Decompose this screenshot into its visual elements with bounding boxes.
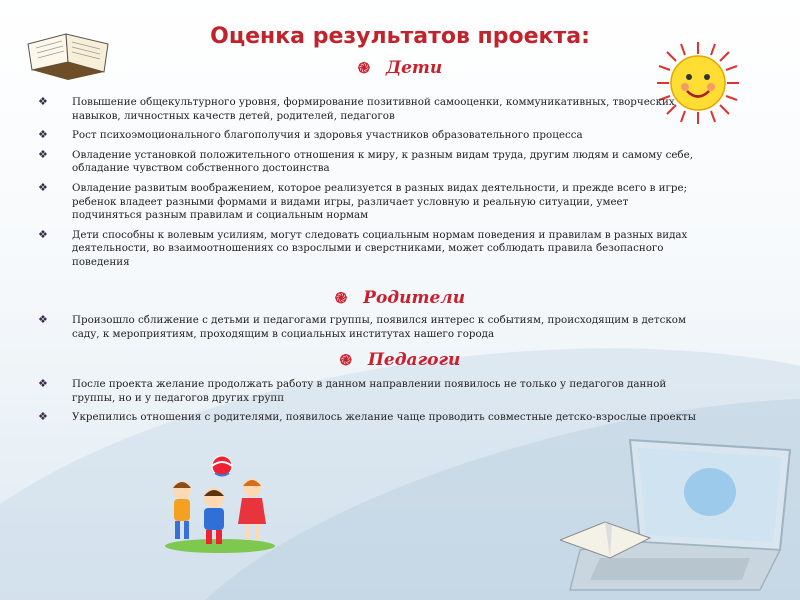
section-marker-icon: ֎ (357, 59, 370, 77)
list-item: ❖ Произошло сближение с детьми и педагогами группы, появился интерес к событиям, происходящим в детском саду, к мероприятиям, проходящим в социальных институтах нашего города (38, 313, 687, 340)
diamond-bullet-icon: ❖ (38, 180, 48, 194)
diamond-bullet-icon: ❖ (38, 95, 48, 108)
diamond-bullet-icon: ❖ (38, 227, 48, 241)
page-title: Оценка результатов проекта: (210, 24, 590, 49)
teachers-results-list (38, 378, 698, 431)
diamond-bullet-icon: ❖ (38, 147, 48, 161)
section-heading-teachers (0, 350, 800, 370)
list-item: ❖ После проекта желание продолжать работу в данном направлении появилось не только у педагогов данной группы, но и у педагогов других групп (38, 377, 667, 404)
children-results-list (38, 96, 698, 276)
diamond-bullet-icon: ❖ (38, 313, 48, 326)
diamond-bullet-icon: ❖ (38, 410, 48, 424)
section-title: Дети (385, 58, 443, 78)
section-title: Педагоги (367, 350, 461, 370)
list-item: ❖ Дети способны к волевым усилиям, могут следовать социальным нормам поведения и правилам в разных видах деятельности, во взаимоотношениях со взрослыми и сверстниками, может соблюдать правила безопасного поведения (38, 227, 688, 268)
list-item: ❖ Овладение установкой положительного отношения к миру, к разным видам труда, другим людям и самому себе, обладание чувством собственного достоинства (38, 147, 693, 175)
diamond-bullet-icon: ❖ (38, 377, 48, 390)
parents-results-list (38, 314, 698, 347)
section-marker-icon: ֎ (334, 289, 348, 307)
list-item: ❖ Повышение общекультурного уровня, формирование позитивной самооценки, коммуникативных, творческих навыков, личностных качеств детей, родителей, педагогов (38, 95, 675, 122)
list-item: ❖ Укрепились отношения с родителями, появилось желание чаще проводить совместные детско-взрослые проекты (38, 410, 696, 424)
diamond-bullet-icon: ❖ (38, 128, 48, 142)
section-heading-children (0, 58, 800, 78)
list-item: ❖ Рост психоэмоционального благополучия и здоровья участников образовательного процесса (38, 128, 583, 142)
children-playing-ball-icon (160, 448, 278, 554)
section-heading-parents (0, 288, 800, 308)
section-marker-icon: ֎ (339, 351, 352, 369)
list-item: ❖ Овладение развитым воображением, которое реализуется в разных видах деятельности, и прежде всего в игре; ребенок владеет разными формами и видами игры, различает условную и реальную ситуации, умеет подчиняться разным правилам и социальным нормам (38, 180, 688, 222)
section-title: Родители (363, 288, 466, 308)
laptop-with-book-icon (560, 430, 800, 600)
